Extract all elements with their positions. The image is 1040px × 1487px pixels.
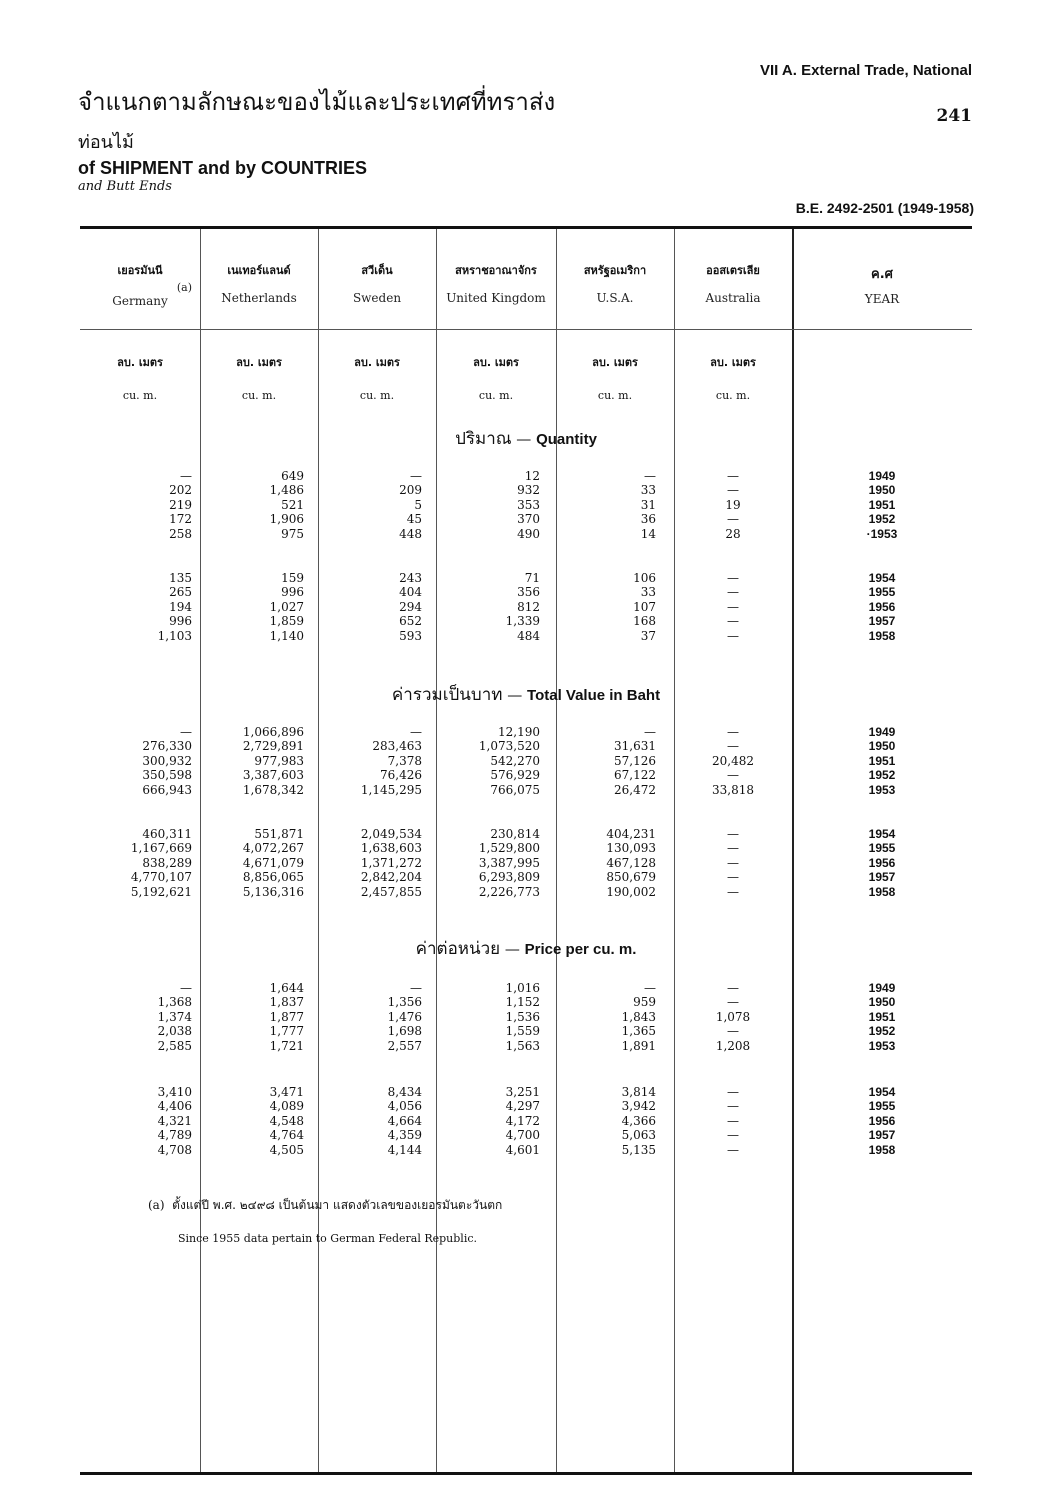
title-block	[78, 82, 555, 194]
table-cell-sweden: 4,056	[387, 1099, 422, 1114]
table-cell-netherlands: 4,548	[269, 1113, 304, 1128]
table-cell-germany: 2,038	[157, 1024, 192, 1039]
table-cell-usa: 850,679	[606, 870, 656, 885]
table-cell-usa: 33	[640, 483, 656, 498]
table-cell-netherlands: 1,644	[269, 981, 304, 995]
table-cell-netherlands: 1,678,342	[242, 782, 304, 797]
table-cell-usa: 33	[640, 585, 656, 600]
table-cell-usa: 26,472	[614, 782, 656, 797]
table-cell-germany: 202	[169, 483, 192, 498]
table-cell-usa: 107	[633, 599, 656, 614]
table-cell-years: 1954	[868, 1085, 896, 1099]
table-cell-usa: 5,135	[621, 1142, 656, 1157]
table-cell-australia: —	[727, 512, 739, 527]
table-cell-australia: 20,482	[712, 753, 754, 768]
table-cell-germany: —	[180, 469, 192, 483]
table-cell-netherlands: 1,859	[269, 614, 304, 629]
table-cell-years: 1951	[868, 1009, 896, 1024]
table-cell-sweden: —	[410, 725, 422, 739]
table-cell-sweden: 8,434	[387, 1085, 422, 1099]
table-cell-sweden: 652	[399, 614, 422, 629]
table-cell-sweden: 4,359	[387, 1128, 422, 1143]
table-cell-uk: 932	[517, 483, 540, 498]
table-cell-australia: —	[727, 1024, 739, 1039]
table-cell-years: 1952	[868, 768, 896, 783]
table-cell-germany: 666,943	[142, 782, 192, 797]
table-cell-germany: 300,932	[142, 753, 192, 768]
table-cell-australia: —	[727, 725, 739, 739]
table-cell-germany: 460,311	[142, 827, 192, 841]
table-cell-sweden: 1,371,272	[360, 855, 422, 870]
col-header-uk: สหราชอาณาจักร United Kingdom	[446, 264, 546, 305]
table-cell-australia: 19	[725, 497, 741, 512]
table-cell-uk: 1,559	[505, 1024, 540, 1039]
table-cell-usa: 1,843	[621, 1009, 656, 1024]
table-cell-years: 1951	[868, 753, 896, 768]
table-cell-netherlands: 1,027	[269, 599, 304, 614]
table-cell-netherlands: 551,871	[254, 827, 304, 841]
table-cell-years: 1955	[868, 841, 896, 856]
table-cell-years: 1950	[868, 739, 896, 754]
table-cell-netherlands: 1,777	[269, 1024, 304, 1039]
table-cell-sweden: 283,463	[372, 739, 422, 754]
table-cell-usa: 1,891	[621, 1038, 656, 1053]
table-cell-uk: 1,563	[505, 1038, 540, 1053]
table-cell-usa: 3,814	[621, 1085, 656, 1099]
table-cell-years: 1958	[868, 884, 896, 899]
table-cell-uk: 356	[517, 585, 540, 600]
table-cell-usa: 1,365	[621, 1024, 656, 1039]
table-cell-years: 1955	[868, 585, 896, 600]
table-cell-sweden: 45	[406, 512, 422, 527]
table-cell-netherlands: 4,671,079	[242, 855, 304, 870]
table-cell-australia: —	[727, 768, 739, 783]
table-cell-australia: —	[727, 585, 739, 600]
table-cell-germany: 996	[169, 614, 192, 629]
table-cell-usa: 5,063	[621, 1128, 656, 1143]
table-cell-sweden: 2,557	[387, 1038, 422, 1053]
col-header-australia: ออสเตรเลีย Australia	[705, 264, 761, 305]
table-cell-germany: 194	[169, 599, 192, 614]
table-cell-germany: 219	[169, 497, 192, 512]
table-cell-australia: —	[727, 981, 739, 995]
table-cell-uk: 71	[524, 571, 540, 585]
table-cell-usa: 31	[640, 497, 656, 512]
table-cell-germany: 1,368	[157, 995, 192, 1010]
table-cell-australia: —	[727, 599, 739, 614]
table-cell-australia: —	[727, 841, 739, 856]
table-cell-sweden: —	[410, 469, 422, 483]
table-cell-years: 1951	[868, 497, 896, 512]
table-cell-sweden: 2,457,855	[360, 884, 422, 899]
table-cell-germany: 4,770,107	[130, 870, 192, 885]
table-cell-sweden: 404	[399, 585, 422, 600]
table-cell-germany: 276,330	[142, 739, 192, 754]
table-cell-usa: 106	[633, 571, 656, 585]
table-cell-germany: 4,708	[157, 1142, 192, 1157]
table-cell-netherlands: 649	[281, 469, 304, 483]
table-cell-netherlands: 4,089	[269, 1099, 304, 1114]
unit-usa: ลบ. เมตร cu. m.	[592, 356, 638, 402]
table-cell-years: 1955	[868, 1099, 896, 1114]
table-cell-years: 1954	[868, 827, 896, 841]
table-cell-germany: 4,789	[157, 1128, 192, 1143]
table-cell-sweden: 4,144	[387, 1142, 422, 1157]
table-cell-australia: —	[727, 483, 739, 498]
table-cell-uk: 353	[517, 497, 540, 512]
table-cell-netherlands: 1,066,896	[242, 725, 304, 739]
table-cell-usa: 404,231	[606, 827, 656, 841]
footnote-thai: (a) ตั้งแต่ปี พ.ศ. ๒๔๙๘ เป็นต้นมา แสดงตัวเลขของเยอรมันตะวันตก	[148, 1198, 503, 1212]
col-header-year: ค.ศ YEAR	[864, 267, 900, 306]
table-cell-australia: —	[727, 628, 739, 643]
table-cell-netherlands: 975	[281, 526, 304, 541]
table-cell-germany: 2,585	[157, 1038, 192, 1053]
col-header-germany: เยอรมันนี (a) Germany	[112, 264, 192, 308]
unit-uk: ลบ. เมตร cu. m.	[473, 356, 519, 402]
section-title-quantity: ปริมาณ — Quantity	[455, 429, 597, 449]
table-cell-uk: 490	[517, 526, 540, 541]
table-cell-australia: —	[727, 571, 739, 585]
table-cell-usa: 36	[640, 512, 656, 527]
table-cell-australia: 1,078	[715, 1009, 751, 1024]
table-cell-uk: 1,339	[505, 614, 540, 629]
footnote-english: Since 1955 data pertain to German Federal Republic.	[178, 1232, 477, 1245]
table-cell-years: 1952	[868, 512, 896, 527]
table-cell-germany: —	[180, 725, 192, 739]
table-cell-sweden: 593	[399, 628, 422, 643]
table-cell-germany: 5,192,621	[130, 884, 192, 899]
table-cell-sweden: 243	[399, 571, 422, 585]
table-cell-uk: 576,929	[490, 768, 540, 783]
table-cell-germany: 838,289	[142, 855, 192, 870]
table-cell-years: 1956	[868, 855, 896, 870]
table-cell-uk: 542,270	[490, 753, 540, 768]
table-cell-sweden: 209	[399, 483, 422, 498]
col-header-netherlands: เนเทอร์แลนด์ Netherlands	[221, 264, 297, 305]
table-cell-sweden: 5	[414, 497, 422, 512]
section-title-price: ค่าต่อหน่วย — Price per cu. m.	[415, 939, 637, 959]
table-cell-sweden: 294	[399, 599, 422, 614]
table-cell-sweden: 7,378	[387, 753, 422, 768]
table-cell-years: 1958	[868, 1142, 896, 1157]
table-cell-usa: 168	[633, 614, 656, 629]
table-cell-usa: —	[644, 469, 656, 483]
table-cell-germany: 258	[169, 526, 192, 541]
table-cell-uk: 6,293,809	[478, 870, 540, 885]
table-cell-germany: 4,406	[157, 1099, 192, 1114]
table-cell-usa: 31,631	[614, 739, 656, 754]
title-english-1: of SHIPMENT and by COUNTRIES	[78, 158, 368, 178]
unit-netherlands: ลบ. เมตร cu. m.	[236, 356, 282, 402]
table-cell-sweden: 2,842,204	[360, 870, 422, 885]
section-title-total-value: ค่ารวมเป็นบาท — Total Value in Baht	[391, 685, 661, 705]
table-cell-germany: 265	[169, 585, 192, 600]
table-cell-years: 1953	[868, 782, 896, 797]
table-cell-uk: 12,190	[498, 725, 540, 739]
table-cell-uk: 1,016	[505, 981, 540, 995]
table-cell-uk: 4,601	[505, 1142, 540, 1157]
table-cell-sweden: 76,426	[380, 768, 422, 783]
table-cell-australia: —	[727, 870, 739, 885]
table-cell-uk: 3,387,995	[478, 855, 540, 870]
table-cell-australia: —	[727, 1142, 739, 1157]
table-cell-germany: —	[180, 981, 192, 995]
table-cell-germany: 350,598	[142, 768, 192, 783]
table-cell-uk: 1,073,520	[478, 739, 540, 754]
table-cell-germany: 1,167,669	[130, 841, 192, 856]
table-cell-australia: —	[727, 739, 739, 754]
table-cell-germany: 1,103	[157, 628, 192, 643]
table-cell-netherlands: 1,721	[269, 1038, 304, 1053]
table-cell-netherlands: 1,140	[269, 628, 304, 643]
table-cell-germany: 4,321	[157, 1113, 192, 1128]
table-cell-years: 1949	[868, 469, 896, 483]
table-cell-germany: 3,410	[157, 1085, 192, 1099]
table-cell-usa: 467,128	[606, 855, 656, 870]
table-cell-sweden: 448	[399, 526, 422, 541]
table-cell-netherlands: 4,764	[269, 1128, 304, 1143]
table-cell-sweden: 1,145,295	[360, 782, 422, 797]
table-cell-australia: 28	[725, 526, 741, 541]
table-cell-sweden: 4,664	[387, 1113, 422, 1128]
table-cell-netherlands: 5,136,316	[242, 884, 304, 899]
section-header: VII A. External Trade, National	[759, 62, 972, 79]
unit-australia: ลบ. เมตร cu. m.	[710, 356, 756, 402]
table-cell-germany: 172	[169, 512, 192, 527]
table-cell-years: 1956	[868, 599, 896, 614]
table-cell-usa: 37	[640, 628, 656, 643]
table-cell-netherlands: 1,906	[269, 512, 304, 527]
table-cell-australia: —	[727, 1099, 739, 1114]
table-cell-years: 1957	[868, 614, 896, 629]
header-rule	[80, 329, 972, 330]
table-cell-usa: 130,093	[606, 841, 656, 856]
table-cell-usa: 67,122	[614, 768, 656, 783]
col-header-sweden: สวีเด็น Sweden	[352, 264, 402, 305]
table-cell-netherlands: 2,729,891	[242, 739, 304, 754]
table-cell-usa: 3,942	[621, 1099, 656, 1114]
trade-table	[80, 226, 972, 1475]
table-cell-sweden: 1,698	[387, 1024, 422, 1039]
table-cell-uk: 370	[517, 512, 540, 527]
table-cell-netherlands: 977,983	[254, 753, 304, 768]
table-cell-years: 1952	[868, 1024, 896, 1039]
table-cell-sweden: 1,356	[387, 995, 422, 1010]
table-cell-years: 1954	[868, 571, 896, 585]
period-label: B.E. 2492-2501 (1949-1958)	[795, 200, 974, 216]
col-header-usa: สหรัฐอเมริกา U.S.A.	[583, 264, 647, 305]
table-cell-netherlands: 159	[281, 571, 304, 585]
table-cell-years: 1957	[868, 1128, 896, 1143]
table-cell-usa: 57,126	[614, 753, 656, 768]
title-thai-1: จำแนกตามลักษณะของไม้และประเทศที่ทราส่ง	[78, 88, 556, 116]
table-cell-netherlands: 996	[281, 585, 304, 600]
table-cell-germany: 135	[169, 571, 192, 585]
table-cell-usa: —	[644, 725, 656, 739]
table-cell-uk: 1,529,800	[478, 841, 540, 856]
table-cell-uk: 3,251	[505, 1085, 540, 1099]
title-thai-2: ท่อนไม้	[78, 132, 134, 153]
table-cell-netherlands: 4,072,267	[242, 841, 304, 856]
table-cell-usa: 14	[640, 526, 656, 541]
table-cell-australia: —	[727, 1128, 739, 1143]
table-cell-australia: —	[727, 827, 739, 841]
table-cell-australia: —	[727, 884, 739, 899]
table-cell-uk: 1,152	[505, 995, 540, 1010]
table-cell-uk: 4,297	[505, 1099, 540, 1114]
table-cell-australia: 33,818	[712, 782, 754, 797]
table-cell-netherlands: 1,877	[269, 1009, 304, 1024]
table-cell-netherlands: 4,505	[269, 1142, 304, 1157]
table-cell-uk: 230,814	[490, 827, 540, 841]
table-cell-netherlands: 1,837	[269, 995, 304, 1010]
table-cell-uk: 4,172	[505, 1113, 540, 1128]
table-cell-uk: 1,536	[505, 1009, 540, 1024]
table-cell-australia: —	[727, 995, 739, 1010]
table-cell-australia: —	[727, 1085, 739, 1099]
table-cell-australia: 1,208	[715, 1038, 751, 1053]
table-cell-years: 1956	[868, 1113, 896, 1128]
table-cell-netherlands: 1,486	[269, 483, 304, 498]
table-cell-years: ·1953	[866, 526, 898, 541]
table-cell-uk: 484	[517, 628, 540, 643]
table-cell-usa: 959	[633, 995, 656, 1010]
table-cell-australia: —	[727, 855, 739, 870]
table-cell-usa: 4,366	[621, 1113, 656, 1128]
table-cell-uk: 812	[517, 599, 540, 614]
table-cell-uk: 12	[524, 469, 540, 483]
table-cell-netherlands: 3,387,603	[242, 768, 304, 783]
table-cell-years: 1957	[868, 870, 896, 885]
table-cell-years: 1949	[868, 725, 896, 739]
title-english-2: and Butt Ends	[78, 179, 172, 194]
table-cell-years: 1958	[868, 628, 896, 643]
table-cell-years: 1950	[868, 995, 896, 1010]
table-cell-years: 1953	[868, 1038, 896, 1053]
table-cell-sweden: 1,638,603	[360, 841, 422, 856]
table-cell-netherlands: 521	[281, 497, 304, 512]
table-cell-years: 1950	[868, 483, 896, 498]
unit-germany: ลบ. เมตร cu. m.	[117, 356, 163, 402]
table-cell-netherlands: 8,856,065	[242, 870, 304, 885]
page-number: 241	[936, 106, 972, 126]
table-cell-uk: 2,226,773	[478, 884, 540, 899]
table-cell-sweden: —	[410, 981, 422, 995]
table-cell-germany: 1,374	[157, 1009, 192, 1024]
table-cell-sweden: 2,049,534	[360, 827, 422, 841]
table-cell-australia: —	[727, 1113, 739, 1128]
table-cell-uk: 4,700	[505, 1128, 540, 1143]
table-cell-australia: —	[727, 469, 739, 483]
table-cell-years: 1949	[868, 981, 896, 995]
unit-sweden: ลบ. เมตร cu. m.	[354, 356, 400, 402]
table-cell-uk: 766,075	[490, 782, 540, 797]
table-cell-sweden: 1,476	[387, 1009, 422, 1024]
table-cell-usa: —	[644, 981, 656, 995]
table-cell-netherlands: 3,471	[269, 1085, 304, 1099]
table-cell-usa: 190,002	[606, 884, 656, 899]
table-cell-australia: —	[727, 614, 739, 629]
